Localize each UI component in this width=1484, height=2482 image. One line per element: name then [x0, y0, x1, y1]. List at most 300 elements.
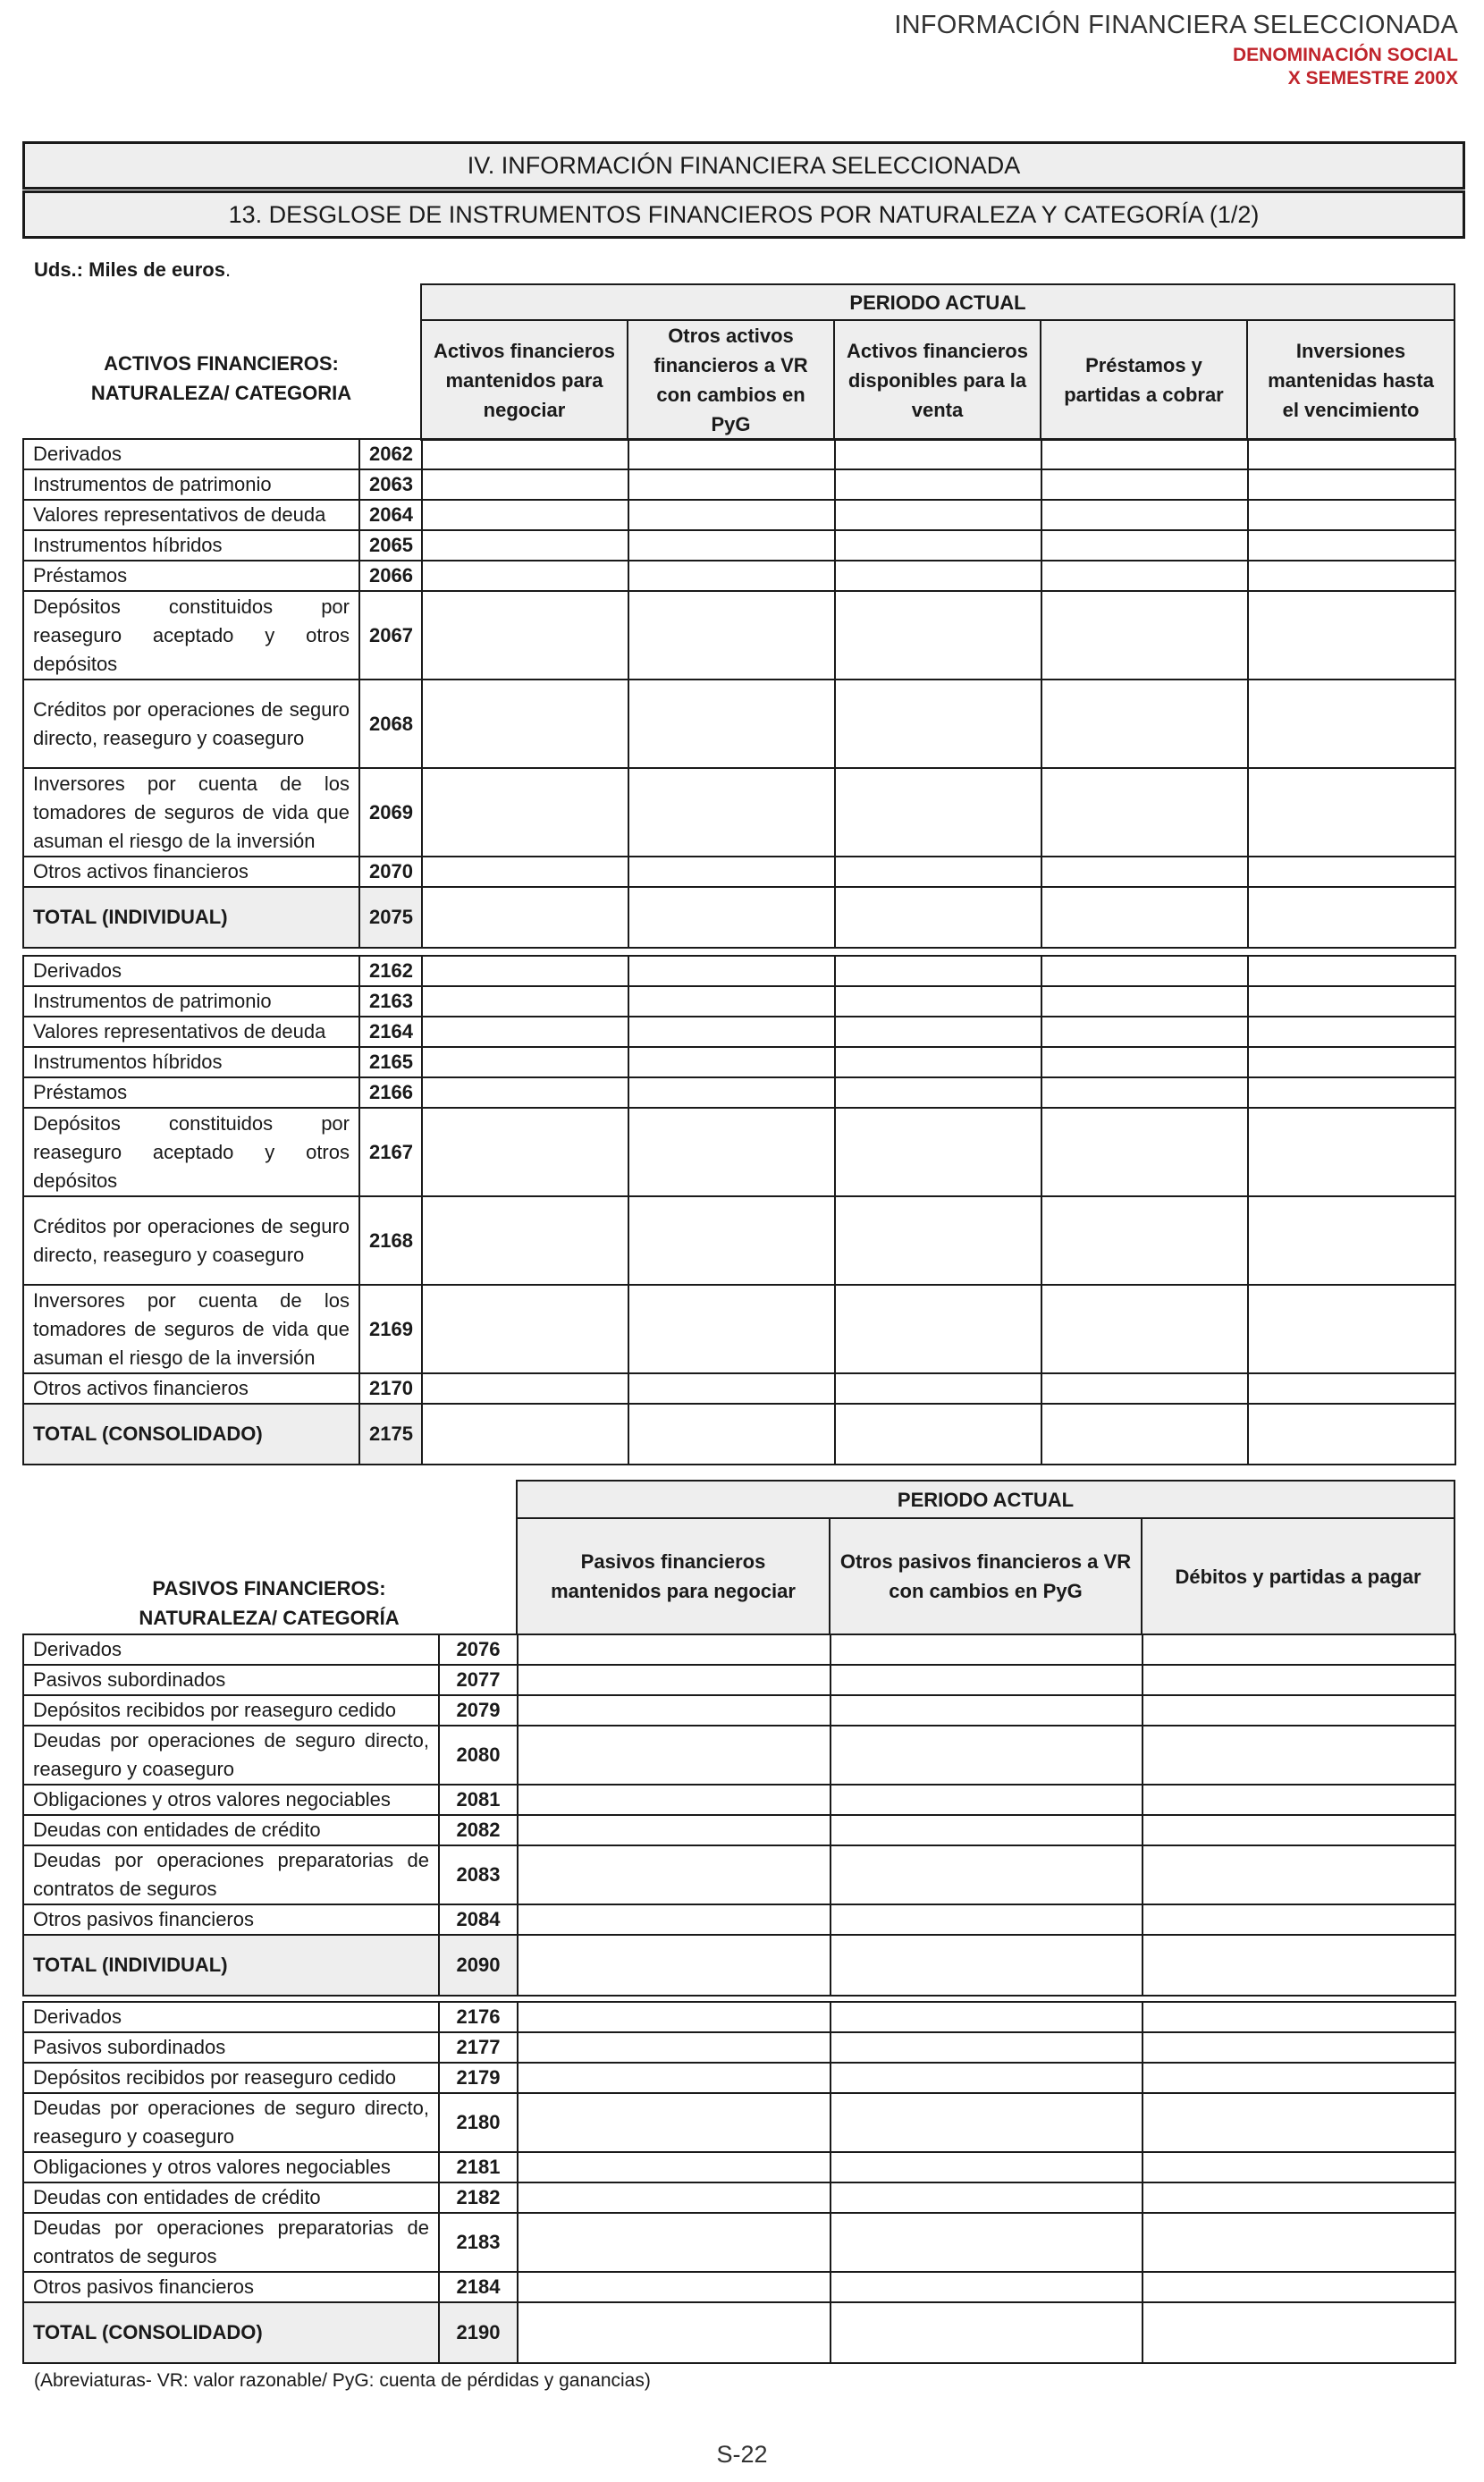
value-cell[interactable]: [422, 1047, 628, 1077]
value-cell[interactable]: [835, 857, 1041, 887]
table-row: [23, 1017, 1455, 1047]
row-code: 2069: [359, 768, 422, 857]
value-cell[interactable]: [831, 1815, 1143, 1845]
table-row: [23, 1815, 1455, 1845]
value-cell[interactable]: [831, 2152, 1143, 2182]
column-header: Préstamos y partidas a cobrar: [1041, 320, 1247, 440]
value-cell[interactable]: [835, 768, 1041, 857]
value-cell[interactable]: [1248, 887, 1455, 948]
value-cell[interactable]: [422, 1108, 628, 1196]
section-title: IV. INFORMACIÓN FINANCIERA SELECCIONADA: [22, 141, 1465, 190]
value-cell[interactable]: [1248, 1017, 1455, 1047]
table-row: [23, 1373, 1455, 1404]
column-header: Débitos y partidas a pagar: [1142, 1518, 1454, 1634]
value-cell[interactable]: [1041, 1404, 1248, 1465]
table-row: [23, 1665, 1455, 1695]
row-code: 2090: [439, 1935, 518, 1996]
value-cell[interactable]: [1041, 591, 1248, 680]
row-code: 2182: [439, 2182, 518, 2213]
value-cell[interactable]: [1143, 2152, 1455, 2182]
table-row: [23, 591, 1455, 680]
row-code: 2162: [359, 956, 422, 986]
value-cell[interactable]: [835, 1404, 1041, 1465]
table-row: [23, 1047, 1455, 1077]
row-label: Derivados: [23, 1634, 439, 1665]
value-cell[interactable]: [518, 2032, 831, 2063]
row-label: Derivados: [23, 2002, 439, 2032]
value-cell[interactable]: [831, 2093, 1143, 2152]
row-label: Pasivos subordinados: [23, 1665, 439, 1695]
table-row: [23, 2002, 1455, 2032]
row-label: Instrumentos híbridos: [23, 530, 359, 561]
value-cell[interactable]: [1143, 2272, 1455, 2302]
table-row: [23, 768, 1455, 857]
column-header: Pasivos financieros mantenidos para negociar: [517, 1518, 830, 1634]
row-label: Deudas por operaciones de seguro directo, reaseguro y coaseguro: [23, 1726, 439, 1785]
value-cell[interactable]: [835, 530, 1041, 561]
value-cell[interactable]: [1041, 1373, 1248, 1404]
value-cell[interactable]: [1041, 500, 1248, 530]
value-cell[interactable]: [1143, 2032, 1455, 2063]
table-row: [23, 1285, 1455, 1373]
value-cell[interactable]: [835, 1285, 1041, 1373]
value-cell[interactable]: [422, 500, 628, 530]
value-cell[interactable]: [518, 1634, 831, 1665]
value-cell[interactable]: [1248, 1196, 1455, 1285]
row-code: 2082: [439, 1815, 518, 1845]
row-label: TOTAL (CONSOLIDADO): [23, 2302, 439, 2363]
row-label: Créditos por operaciones de seguro directo, reaseguro y coaseguro: [23, 680, 359, 768]
value-cell[interactable]: [628, 500, 835, 530]
value-cell[interactable]: [1041, 857, 1248, 887]
value-cell[interactable]: [1248, 530, 1455, 561]
value-cell[interactable]: [831, 1904, 1143, 1935]
value-cell[interactable]: [1143, 2002, 1455, 2032]
value-cell[interactable]: [422, 1404, 628, 1465]
value-cell[interactable]: [628, 1285, 835, 1373]
value-cell[interactable]: [518, 2002, 831, 2032]
row-code: 2175: [359, 1404, 422, 1465]
value-cell[interactable]: [1248, 768, 1455, 857]
liabilities-period-label: PERIODO ACTUAL: [517, 1481, 1454, 1518]
value-cell[interactable]: [1143, 2093, 1455, 2152]
value-cell[interactable]: [628, 1077, 835, 1108]
value-cell[interactable]: [422, 857, 628, 887]
value-cell[interactable]: [628, 591, 835, 680]
table-row: [23, 1726, 1455, 1785]
value-cell[interactable]: [518, 1695, 831, 1726]
row-label: Deudas por operaciones preparatorias de contratos de seguros: [23, 2213, 439, 2272]
liabilities-individual-table: [22, 1634, 1456, 1997]
value-cell[interactable]: [422, 887, 628, 948]
value-cell[interactable]: [1041, 887, 1248, 948]
row-code: 2168: [359, 1196, 422, 1285]
table-row: [23, 2093, 1455, 2152]
value-cell[interactable]: [518, 1726, 831, 1785]
value-cell[interactable]: [1041, 1077, 1248, 1108]
value-cell[interactable]: [1248, 857, 1455, 887]
value-cell[interactable]: [831, 2272, 1143, 2302]
value-cell[interactable]: [1143, 2213, 1455, 2272]
row-code: 2163: [359, 986, 422, 1017]
liabilities-header-table: [22, 1480, 1455, 1635]
row-code: 2063: [359, 469, 422, 500]
units-suffix: .: [224, 258, 232, 281]
table-row: [23, 956, 1455, 986]
value-cell[interactable]: [1143, 1935, 1455, 1996]
table-row: [23, 2032, 1455, 2063]
value-cell[interactable]: [422, 561, 628, 591]
row-code: 2165: [359, 1047, 422, 1077]
table-row: [23, 2302, 1455, 2363]
value-cell[interactable]: [518, 1815, 831, 1845]
value-cell[interactable]: [1143, 1904, 1455, 1935]
row-label: TOTAL (INDIVIDUAL): [23, 887, 359, 948]
value-cell[interactable]: [628, 768, 835, 857]
value-cell[interactable]: [835, 1077, 1041, 1108]
row-code: 2167: [359, 1108, 422, 1196]
value-cell[interactable]: [835, 439, 1041, 469]
table-row: [23, 1695, 1455, 1726]
column-header: Activos financieros mantenidos para negociar: [421, 320, 628, 440]
value-cell[interactable]: [831, 1634, 1143, 1665]
row-label: Préstamos: [23, 1077, 359, 1108]
value-cell[interactable]: [1143, 1845, 1455, 1904]
value-cell[interactable]: [831, 2002, 1143, 2032]
value-cell[interactable]: [835, 986, 1041, 1017]
value-cell[interactable]: [1143, 1695, 1455, 1726]
value-cell[interactable]: [422, 768, 628, 857]
value-cell[interactable]: [831, 1935, 1143, 1996]
value-cell[interactable]: [422, 591, 628, 680]
row-label: Depósitos constituidos por reaseguro aceptado y otros depósitos: [23, 591, 359, 680]
table-row: [23, 561, 1455, 591]
value-cell[interactable]: [835, 1017, 1041, 1047]
value-cell[interactable]: [1248, 439, 1455, 469]
value-cell[interactable]: [518, 2152, 831, 2182]
value-cell[interactable]: [1041, 439, 1248, 469]
value-cell[interactable]: [1041, 530, 1248, 561]
value-cell[interactable]: [1143, 2302, 1455, 2363]
value-cell[interactable]: [835, 956, 1041, 986]
row-label: Valores representativos de deuda: [23, 500, 359, 530]
value-cell[interactable]: [1248, 986, 1455, 1017]
value-cell[interactable]: [422, 1077, 628, 1108]
table-row: [23, 1935, 1455, 1996]
value-cell[interactable]: [831, 2302, 1143, 2363]
value-cell[interactable]: [422, 680, 628, 768]
units-label: Uds.: Miles de euros: [34, 258, 225, 281]
row-code: 2081: [439, 1785, 518, 1815]
row-label: Otros pasivos financieros: [23, 1904, 439, 1935]
value-cell[interactable]: [1041, 1017, 1248, 1047]
value-cell[interactable]: [518, 2182, 831, 2213]
value-cell[interactable]: [1143, 1726, 1455, 1785]
row-label: Pasivos subordinados: [23, 2032, 439, 2063]
value-cell[interactable]: [518, 2272, 831, 2302]
value-cell[interactable]: [518, 2063, 831, 2093]
value-cell[interactable]: [831, 2213, 1143, 2272]
row-label: Instrumentos de patrimonio: [23, 986, 359, 1017]
subsection-title: 13. DESGLOSE DE INSTRUMENTOS FINANCIEROS POR NATURALEZA Y CATEGORÍA (1/2): [22, 190, 1465, 239]
value-cell[interactable]: [628, 680, 835, 768]
row-code: 2067: [359, 591, 422, 680]
value-cell[interactable]: [1041, 986, 1248, 1017]
value-cell[interactable]: [831, 1785, 1143, 1815]
value-cell[interactable]: [1041, 1047, 1248, 1077]
table-row: [23, 857, 1455, 887]
row-code: 2164: [359, 1017, 422, 1047]
reporting-period: X SEMESTRE 200X: [1287, 68, 1458, 89]
value-cell[interactable]: [422, 439, 628, 469]
value-cell[interactable]: [628, 1108, 835, 1196]
value-cell[interactable]: [1041, 469, 1248, 500]
row-code: 2080: [439, 1726, 518, 1785]
value-cell[interactable]: [422, 1285, 628, 1373]
value-cell[interactable]: [1248, 1373, 1455, 1404]
value-cell[interactable]: [1248, 500, 1455, 530]
value-cell[interactable]: [1248, 1404, 1455, 1465]
assets-row-header-line1: ACTIVOS FINANCIEROS:: [104, 352, 339, 375]
row-code: 2083: [439, 1845, 518, 1904]
table-row: [23, 2272, 1455, 2302]
row-label: Inversores por cuenta de los tomadores de seguros de vida que asuman el riesgo de la inversión: [23, 768, 359, 857]
row-label: Otros activos financieros: [23, 1373, 359, 1404]
row-code: 2062: [359, 439, 422, 469]
row-label: Derivados: [23, 439, 359, 469]
table-row: [23, 1845, 1455, 1904]
value-cell[interactable]: [1041, 1108, 1248, 1196]
table-row: [23, 1404, 1455, 1465]
value-cell[interactable]: [422, 986, 628, 1017]
row-label: TOTAL (INDIVIDUAL): [23, 1935, 439, 1996]
value-cell[interactable]: [628, 956, 835, 986]
row-label: Otros pasivos financieros: [23, 2272, 439, 2302]
row-label: Depósitos recibidos por reaseguro cedido: [23, 1695, 439, 1726]
row-code: 2070: [359, 857, 422, 887]
value-cell[interactable]: [628, 530, 835, 561]
row-code: 2076: [439, 1634, 518, 1665]
table-row: [23, 1785, 1455, 1815]
table-row: [23, 1904, 1455, 1935]
row-label: Derivados: [23, 956, 359, 986]
row-label: Deudas con entidades de crédito: [23, 1815, 439, 1845]
value-cell[interactable]: [422, 956, 628, 986]
table-row: [23, 439, 1455, 469]
table-row: [23, 1196, 1455, 1285]
table-row: [23, 680, 1455, 768]
row-code: 2184: [439, 2272, 518, 2302]
value-cell[interactable]: [1041, 1285, 1248, 1373]
assets-individual-table: [22, 438, 1456, 949]
row-label: Depósitos constituidos por reaseguro aceptado y otros depósitos: [23, 1108, 359, 1196]
value-cell[interactable]: [518, 1904, 831, 1935]
value-cell[interactable]: [518, 2093, 831, 2152]
value-cell[interactable]: [1248, 1285, 1455, 1373]
value-cell[interactable]: [831, 1845, 1143, 1904]
units-note: [34, 258, 231, 282]
value-cell[interactable]: [835, 1108, 1041, 1196]
table-row: [23, 469, 1455, 500]
table-row: [23, 2152, 1455, 2182]
value-cell[interactable]: [628, 887, 835, 948]
row-label: Deudas por operaciones preparatorias de contratos de seguros: [23, 1845, 439, 1904]
value-cell[interactable]: [1041, 680, 1248, 768]
value-cell[interactable]: [1041, 768, 1248, 857]
value-cell[interactable]: [835, 469, 1041, 500]
column-header: Inversiones mantenidas hasta el vencimiento: [1247, 320, 1454, 440]
value-cell[interactable]: [1143, 1785, 1455, 1815]
value-cell[interactable]: [831, 2063, 1143, 2093]
row-code: 2177: [439, 2032, 518, 2063]
row-code: 2176: [439, 2002, 518, 2032]
value-cell[interactable]: [831, 1726, 1143, 1785]
value-cell[interactable]: [518, 1785, 831, 1815]
assets-row-header: [22, 284, 421, 440]
row-label: Inversores por cuenta de los tomadores de seguros de vida que asuman el riesgo de la inversión: [23, 1285, 359, 1373]
value-cell[interactable]: [422, 1196, 628, 1285]
value-cell[interactable]: [1248, 1077, 1455, 1108]
abbreviations-footnote: (Abreviaturas- VR: valor razonable/ PyG: cuenta de pérdidas y ganancias): [34, 2370, 651, 2391]
value-cell[interactable]: [835, 887, 1041, 948]
value-cell[interactable]: [1041, 1196, 1248, 1285]
value-cell[interactable]: [518, 1665, 831, 1695]
value-cell[interactable]: [831, 1695, 1143, 1726]
value-cell[interactable]: [422, 469, 628, 500]
row-label: Préstamos: [23, 561, 359, 591]
value-cell[interactable]: [835, 680, 1041, 768]
value-cell[interactable]: [835, 1196, 1041, 1285]
value-cell[interactable]: [1248, 1047, 1455, 1077]
value-cell[interactable]: [1248, 591, 1455, 680]
value-cell[interactable]: [1248, 469, 1455, 500]
table-row: [23, 1077, 1455, 1108]
row-code: 2180: [439, 2093, 518, 2152]
row-label: Instrumentos de patrimonio: [23, 469, 359, 500]
row-code: 2169: [359, 1285, 422, 1373]
value-cell[interactable]: [1041, 561, 1248, 591]
value-cell[interactable]: [628, 1017, 835, 1047]
table-row: [23, 986, 1455, 1017]
table-row: [23, 2063, 1455, 2093]
value-cell[interactable]: [518, 2302, 831, 2363]
table-row: [23, 887, 1455, 948]
value-cell[interactable]: [628, 1196, 835, 1285]
assets-row-header-line2: NATURALEZA/ CATEGORIA: [90, 382, 352, 404]
value-cell[interactable]: [422, 1373, 628, 1404]
value-cell[interactable]: [422, 530, 628, 561]
row-code: 2065: [359, 530, 422, 561]
row-code: 2181: [439, 2152, 518, 2182]
row-label: Deudas por operaciones de seguro directo, reaseguro y coaseguro: [23, 2093, 439, 2152]
value-cell[interactable]: [1248, 561, 1455, 591]
value-cell[interactable]: [628, 986, 835, 1017]
value-cell[interactable]: [518, 1845, 831, 1904]
liabilities-row-header: [22, 1481, 517, 1634]
assets-header-table: [22, 283, 1455, 441]
page-number: S-22: [716, 2441, 768, 2468]
column-header: Otros pasivos financieros a VR con cambios en PyG: [830, 1518, 1142, 1634]
entity-name: DENOMINACIÓN SOCIAL: [1233, 45, 1458, 65]
value-cell[interactable]: [628, 469, 835, 500]
value-cell[interactable]: [835, 1373, 1041, 1404]
row-label: Depósitos recibidos por reaseguro cedido: [23, 2063, 439, 2093]
value-cell[interactable]: [831, 2182, 1143, 2213]
value-cell[interactable]: [1143, 1815, 1455, 1845]
value-cell[interactable]: [628, 1047, 835, 1077]
value-cell[interactable]: [628, 439, 835, 469]
row-code: 2183: [439, 2213, 518, 2272]
row-label: Deudas con entidades de crédito: [23, 2182, 439, 2213]
liabilities-row-header-line2: NATURALEZA/ CATEGORÍA: [139, 1607, 400, 1629]
row-code: 2179: [439, 2063, 518, 2093]
table-row: [23, 1108, 1455, 1196]
value-cell[interactable]: [831, 2032, 1143, 2063]
row-code: 2077: [439, 1665, 518, 1695]
column-header: Otros activos financieros a VR con cambios en PyG: [628, 320, 834, 440]
row-code: 2084: [439, 1904, 518, 1935]
value-cell[interactable]: [835, 500, 1041, 530]
document-header-title: INFORMACIÓN FINANCIERA SELECCIONADA: [894, 11, 1458, 39]
value-cell[interactable]: [1248, 1108, 1455, 1196]
row-label: Otros activos financieros: [23, 857, 359, 887]
row-code: 2064: [359, 500, 422, 530]
value-cell[interactable]: [835, 561, 1041, 591]
table-row: [23, 1634, 1455, 1665]
row-label: Obligaciones y otros valores negociables: [23, 1785, 439, 1815]
row-code: 2170: [359, 1373, 422, 1404]
value-cell[interactable]: [831, 1665, 1143, 1695]
value-cell[interactable]: [1143, 2063, 1455, 2093]
table-row: [23, 2182, 1455, 2213]
table-row: [23, 500, 1455, 530]
value-cell[interactable]: [1143, 1634, 1455, 1665]
row-label: TOTAL (CONSOLIDADO): [23, 1404, 359, 1465]
value-cell[interactable]: [518, 2213, 831, 2272]
value-cell[interactable]: [835, 591, 1041, 680]
value-cell[interactable]: [628, 857, 835, 887]
value-cell[interactable]: [1248, 956, 1455, 986]
value-cell[interactable]: [628, 561, 835, 591]
row-code: 2166: [359, 1077, 422, 1108]
table-row: [23, 530, 1455, 561]
value-cell[interactable]: [1143, 2182, 1455, 2213]
liabilities-row-header-line1: PASIVOS FINANCIEROS:: [152, 1577, 386, 1600]
assets-period-label: PERIODO ACTUAL: [421, 284, 1454, 320]
value-cell[interactable]: [422, 1017, 628, 1047]
column-header: Activos financieros disponibles para la venta: [834, 320, 1041, 440]
value-cell[interactable]: [518, 1935, 831, 1996]
value-cell[interactable]: [628, 1373, 835, 1404]
row-code: 2075: [359, 887, 422, 948]
assets-consolidated-table: [22, 955, 1456, 1465]
liabilities-consolidated-table: [22, 2001, 1456, 2364]
value-cell[interactable]: [1041, 956, 1248, 986]
row-label: Instrumentos híbridos: [23, 1047, 359, 1077]
value-cell[interactable]: [628, 1404, 835, 1465]
value-cell[interactable]: [1248, 680, 1455, 768]
row-code: 2079: [439, 1695, 518, 1726]
row-label: Obligaciones y otros valores negociables: [23, 2152, 439, 2182]
value-cell[interactable]: [1143, 1665, 1455, 1695]
row-code: 2190: [439, 2302, 518, 2363]
value-cell[interactable]: [835, 1047, 1041, 1077]
row-label: Créditos por operaciones de seguro directo, reaseguro y coaseguro: [23, 1196, 359, 1285]
row-label: Valores representativos de deuda: [23, 1017, 359, 1047]
table-row: [23, 2213, 1455, 2272]
row-code: 2066: [359, 561, 422, 591]
row-code: 2068: [359, 680, 422, 768]
